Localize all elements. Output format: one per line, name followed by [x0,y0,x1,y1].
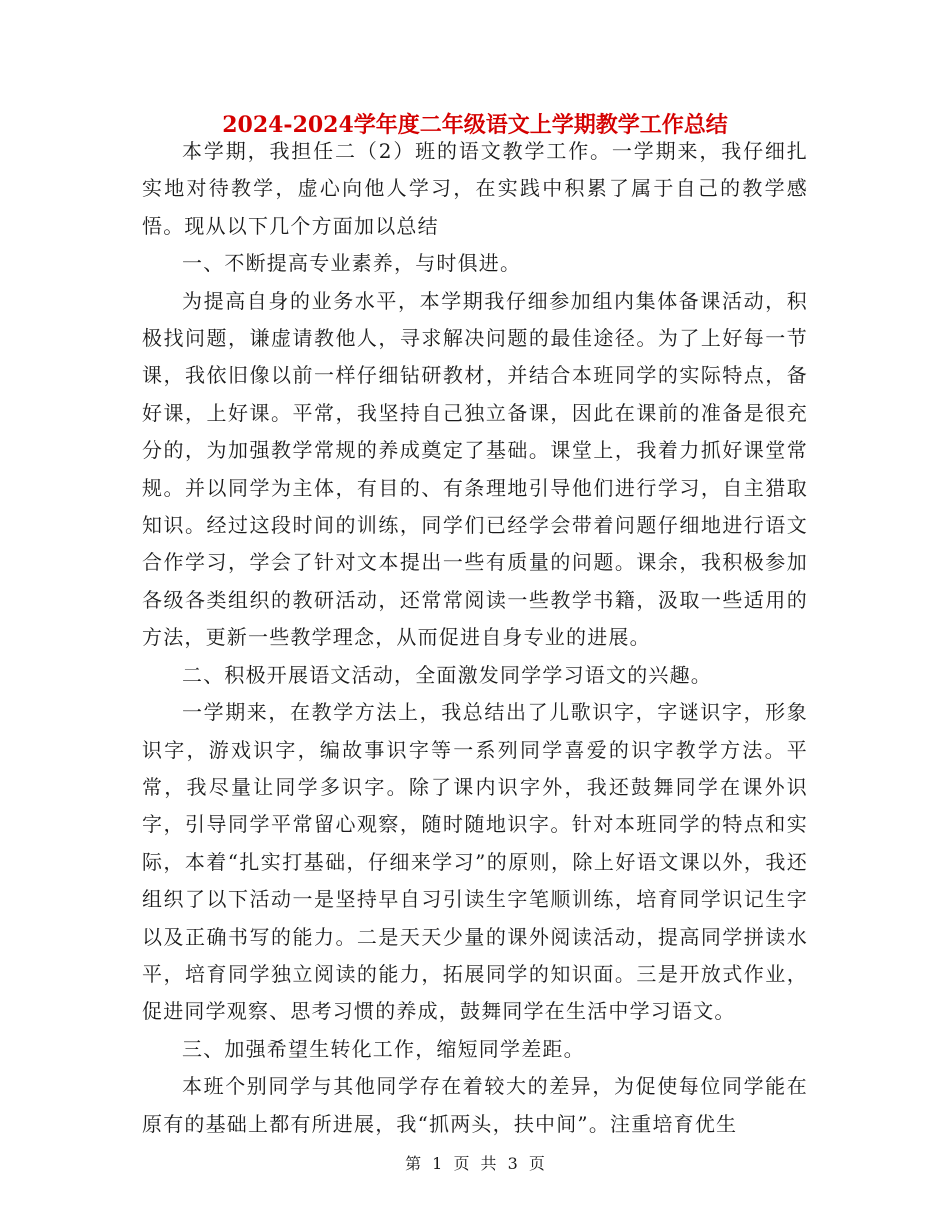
section-heading-3: 三、加强希望生转化工作，缩短同学差距。 [182,1036,585,1061]
document-body [142,133,808,1143]
document-title: 2024-2024学年度二年级语文上学期教学工作总结 [222,112,728,138]
section-heading-1: 一、不断提高专业素养，与时俱进。 [182,251,522,276]
paragraph-section-1: 为提高自身的业务水平，本学期我仔细参加组内集体备课活动，积极找问题，谦虚请教他人，寻求解决问题的最佳途径。为了上好每一节课，我依旧像以前一样仔细钻研教材，并结合本班同学的实际特点，备好课，上好课。平常，我坚持自己独立备课，因此在课前的准备是很充分的，为加强教学常规的养成奠定了基础。课堂上，我着力抓好课堂常规。并以同学为主体，有目的、有条理地引导他们进行学习，自主猎取知识。经过这段时间的训练，同学们已经学会带着问题仔细地进行语文合作学习，学会了针对文本提出一些有质量的问题。课余，我积极参加各级各类组织的教研活动，还常常阅读一些教学书籍，汲取一些适用的方法，更新一些教学理念，从而促进自身专业的进展。 [142,288,808,650]
paragraph-section-2: 一学期来，在教学方法上，我总结出了儿歌识字，字谜识字，形象识字，游戏识字，编故事识字等一系列同学喜爱的识字教学方法。平常，我尽量让同学多识字。除了课内识字外，我还鼓舞同学在课外识字，引导同学平常留心观察，随时随地识字。针对本班同学的特点和实际，本着“扎实打基础，仔细来学习”的原则，除上好语文课以外，我还组织了以下活动一是坚持早自习引读生字笔顺训练，培育同学识记生字以及正确书写的能力。二是天天少量的课外阅读活动，提高同学拼读水平，培育同学独立阅读的能力，拓展同学的知识面。三是开放式作业，促进同学观察、思考习惯的养成，鼓舞同学在生活中学习语文。 [142,700,808,1024]
section-heading-2: 二、积极开展语文活动，全面激发同学学习语文的兴趣。 [182,662,712,687]
paragraph-intro: 本学期，我担任二（2）班的语文教学工作。一学期来，我仔细扎实地对待教学，虚心向他人学习，在实践中积累了属于自己的教学感悟。现从以下几个方面加以总结 [142,139,808,238]
page-number-footer: 第 1 页 共 3 页 [405,1154,545,1173]
paragraph-section-3: 本班个别同学与其他同学存在着较大的差异，为促使每位同学能在原有的基础上都有所进展，我“抓两头，扶中间”。注重培育优生 [142,1074,808,1136]
